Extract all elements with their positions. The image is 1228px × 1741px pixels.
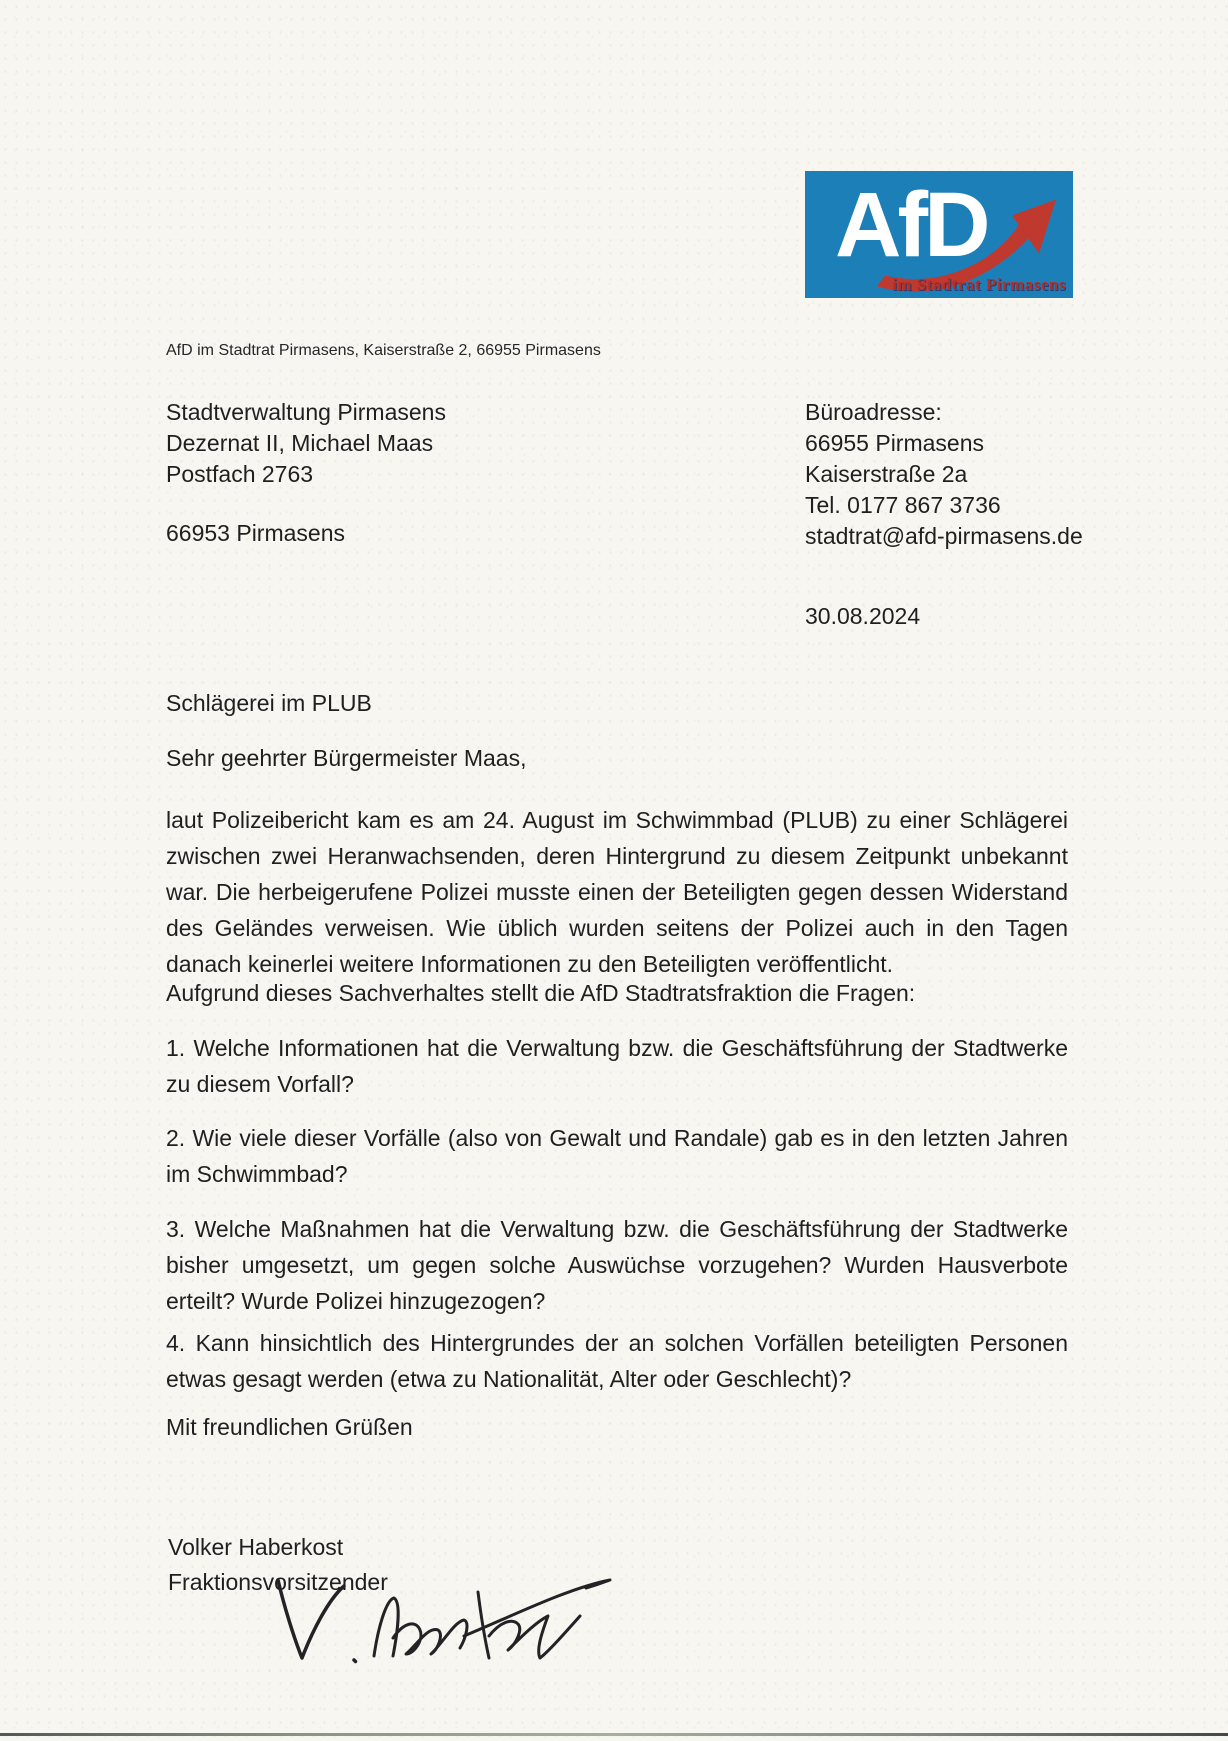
afd-logo-subtext: im Stadtrat Pirmasens	[892, 275, 1066, 294]
question-3: 3. Welche Maßnahmen hat die Verwaltung bzw. die Geschäftsführung der Stadtwerke bisher umgesetzt, um gegen solche Auswüchse vorzugehen? Wurden Hausverbote erteilt? Wurde Polizei hinzugezogen?	[166, 1216, 1068, 1314]
letter-date: 30.08.2024	[805, 603, 921, 629]
closing-phrase: Mit freundlichen Grüßen	[166, 1414, 413, 1440]
signer-title: Fraktionsvorsitzender	[168, 1569, 388, 1595]
office-phone: Tel. 0177 867 3736	[805, 492, 1001, 518]
subject-line: Schlägerei im PLUB	[166, 690, 372, 716]
recipient-line: Dezernat II, Michael Maas	[166, 430, 434, 456]
question-1: 1. Welche Informationen hat die Verwaltung bzw. die Geschäftsführung der Stadtwerke zu diesem Vorfall?	[166, 1035, 1068, 1097]
afd-logo	[805, 171, 1073, 298]
recipient-city: 66953 Pirmasens	[166, 520, 345, 546]
scan-bottom-edge	[0, 1733, 1228, 1736]
afd-logo-text: AfD	[835, 174, 987, 276]
office-email: stadtrat@afd-pirmasens.de	[805, 523, 1083, 549]
question-4: 4. Kann hinsichtlich des Hintergrundes der an solchen Vorfällen beteiligten Personen etwas gesagt werden (etwa zu Nationalität, Alter oder Geschlecht)?	[166, 1330, 1068, 1392]
recipient-line: Postfach 2763	[166, 461, 314, 487]
recipient-line: Stadtverwaltung Pirmasens	[166, 399, 446, 425]
handwritten-signature	[268, 1566, 618, 1671]
office-address-label: Büroadresse:	[805, 399, 942, 425]
sender-return-address: AfD im Stadtrat Pirmasens, Kaiserstraße 2, 66955 Pirmasens	[166, 342, 601, 359]
office-address-line: Kaiserstraße 2a	[805, 461, 968, 487]
recipient-address-block	[166, 397, 446, 490]
salutation: Sehr geehrter Bürgermeister Maas,	[166, 745, 527, 771]
office-address-block	[805, 397, 1083, 552]
office-address-line: 66955 Pirmasens	[805, 430, 984, 456]
question-2: 2. Wie viele dieser Vorfälle (also von Gewalt und Randale) gab es in den letzten Jahren im Schwimmbad?	[166, 1125, 1068, 1187]
questions-intro: Aufgrund dieses Sachverhaltes stellt die AfD Stadtratsfraktion die Fragen:	[166, 980, 916, 1006]
body-paragraph-1: laut Polizeibericht kam es am 24. August im Schwimmbad (PLUB) zu einer Schlägerei zwischen zwei Heranwachsenden, deren Hintergrund zu diesem Zeitpunkt unbekannt war. Die herbeigerufene Polizei musste einen der Beteiligten gegen dessen Widerstand des Geländes verweisen. Wie üblich wurden seitens der Polizei auch in den Tagen danach keinerlei weitere Informationen zu den Beteiligten veröffentlicht.	[166, 807, 1068, 977]
signer-name: Volker Haberkost	[168, 1534, 344, 1560]
